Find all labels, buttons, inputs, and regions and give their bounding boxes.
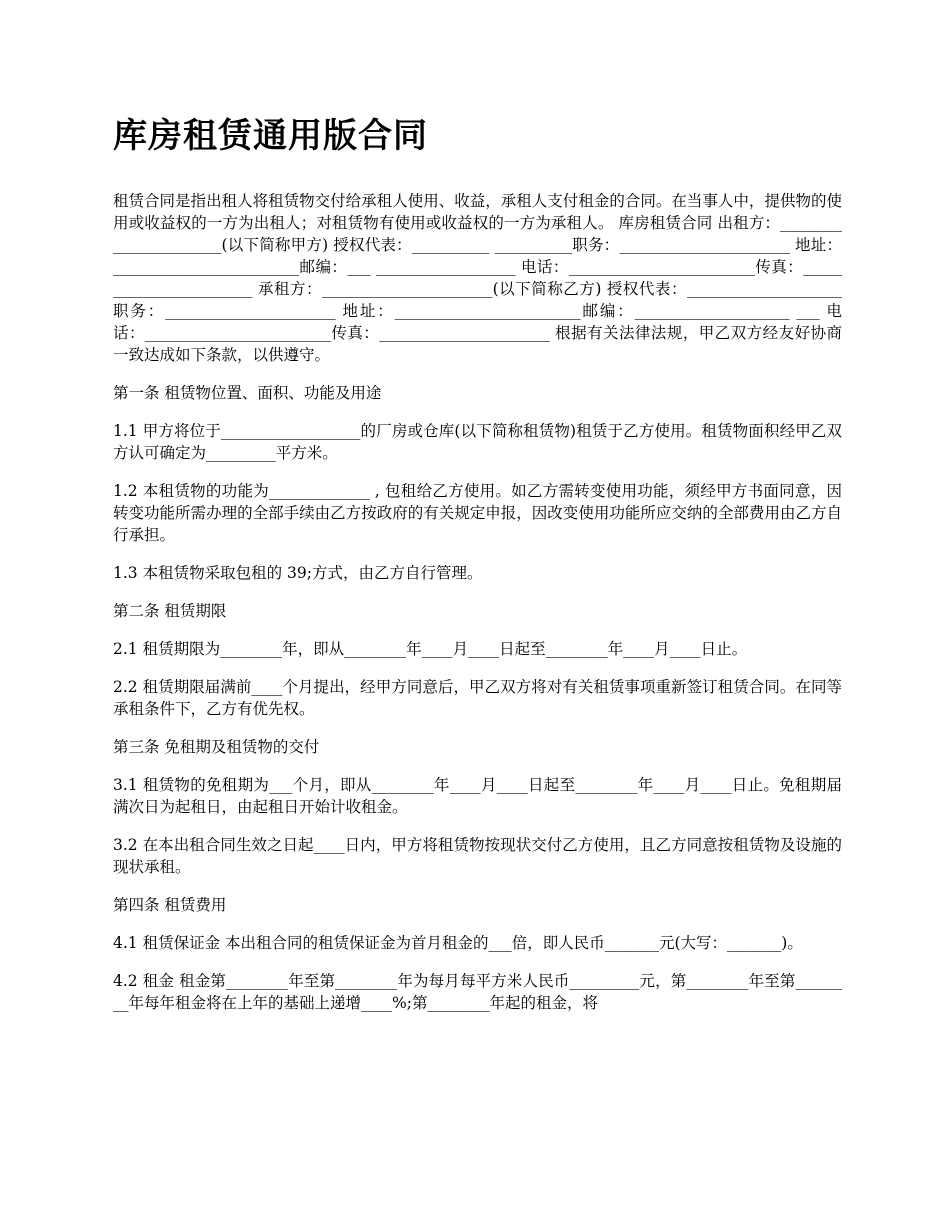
paragraph-clause-4-2: 4.2 租金 租金第________年至第________年为每月每平方米人民币_________元，第________年至第________年每年租金将在上年的基础上递增____%;第________年起的租金，将 — [113, 972, 842, 1012]
paragraph-intro: 租赁合同是指出租人将租赁物交付给承租人使用、收益，承租人支付租金的合同。在当事人中，提供物的使用或收益权的一方为出租人；对租赁物有使用或收益权的一方为承租人。 库房租赁合同 出租方：______________________(以下简称甲方) 授权代表：__________ __________职务：______________________ 地址：________________________邮编：___ __________________ 电话：________________________传真：_______________________ 承租方：______________________(以下简称乙方) 授权代表：____________________职务：______________________ 地址：________________________邮编：____________________ ___ 电话：________________________传真：______________________ 根据有关法律法规，甲乙双方经友好协商一致达成如下条款，以供遵守。 — [113, 192, 842, 364]
paragraph-clause-3-2: 3.2 在本出租合同生效之日起____日内，甲方将租赁物按现状交付乙方使用，且乙方同意按租赁物及设施的现状承租。 — [113, 836, 842, 876]
paragraph-article-3-heading: 第三条 免租期及租赁物的交付 — [113, 738, 320, 756]
document-title: 库房租赁通用版合同 — [113, 116, 428, 156]
paragraph-article-2-heading: 第二条 租赁期限 — [113, 602, 227, 620]
paragraph-article-4-heading: 第四条 租赁费用 — [113, 896, 227, 914]
paragraph-clause-1-3: 1.3 本租赁物采取包租的 39;方式，由乙方自行管理。 — [113, 564, 483, 582]
paragraph-clause-2-2: 2.2 租赁期限届满前____个月提出，经甲方同意后，甲乙双方将对有关租赁事项重新签订租赁合同。在同等承租条件下，乙方有优先权。 — [113, 678, 842, 718]
paragraph-clause-1-1: 1.1 甲方将位于__________________的厂房或仓库(以下简称租赁物)租赁于乙方使用。租赁物面积经甲乙双方认可确定为_________平方米。 — [113, 422, 842, 462]
paragraph-clause-3-1: 3.1 租赁物的免租期为___个月，即从________年____月____日起至________年____月____日止。免租期届满次日为起租日，由起租日开始计收租金。 — [113, 776, 842, 816]
paragraph-clause-4-1: 4.1 租赁保证金 本出租合同的租赁保证金为首月租金的___倍，即人民币_______元(大写：_______)。 — [113, 934, 803, 952]
paragraph-clause-2-1: 2.1 租赁期限为________年，即从________年____月____日起至________年____月____日止。 — [113, 640, 748, 658]
paragraph-clause-1-2: 1.2 本租赁物的功能为_____________ , 包租给乙方使用。如乙方需转变使用功能，须经甲方书面同意，因转变功能所需办理的全部手续由乙方按政府的有关规定申报，因改变使用功能所应交纳的全部费用由乙方自行承担。 — [113, 482, 842, 544]
paragraph-article-1-heading: 第一条 租赁物位置、面积、功能及用途 — [113, 384, 382, 402]
